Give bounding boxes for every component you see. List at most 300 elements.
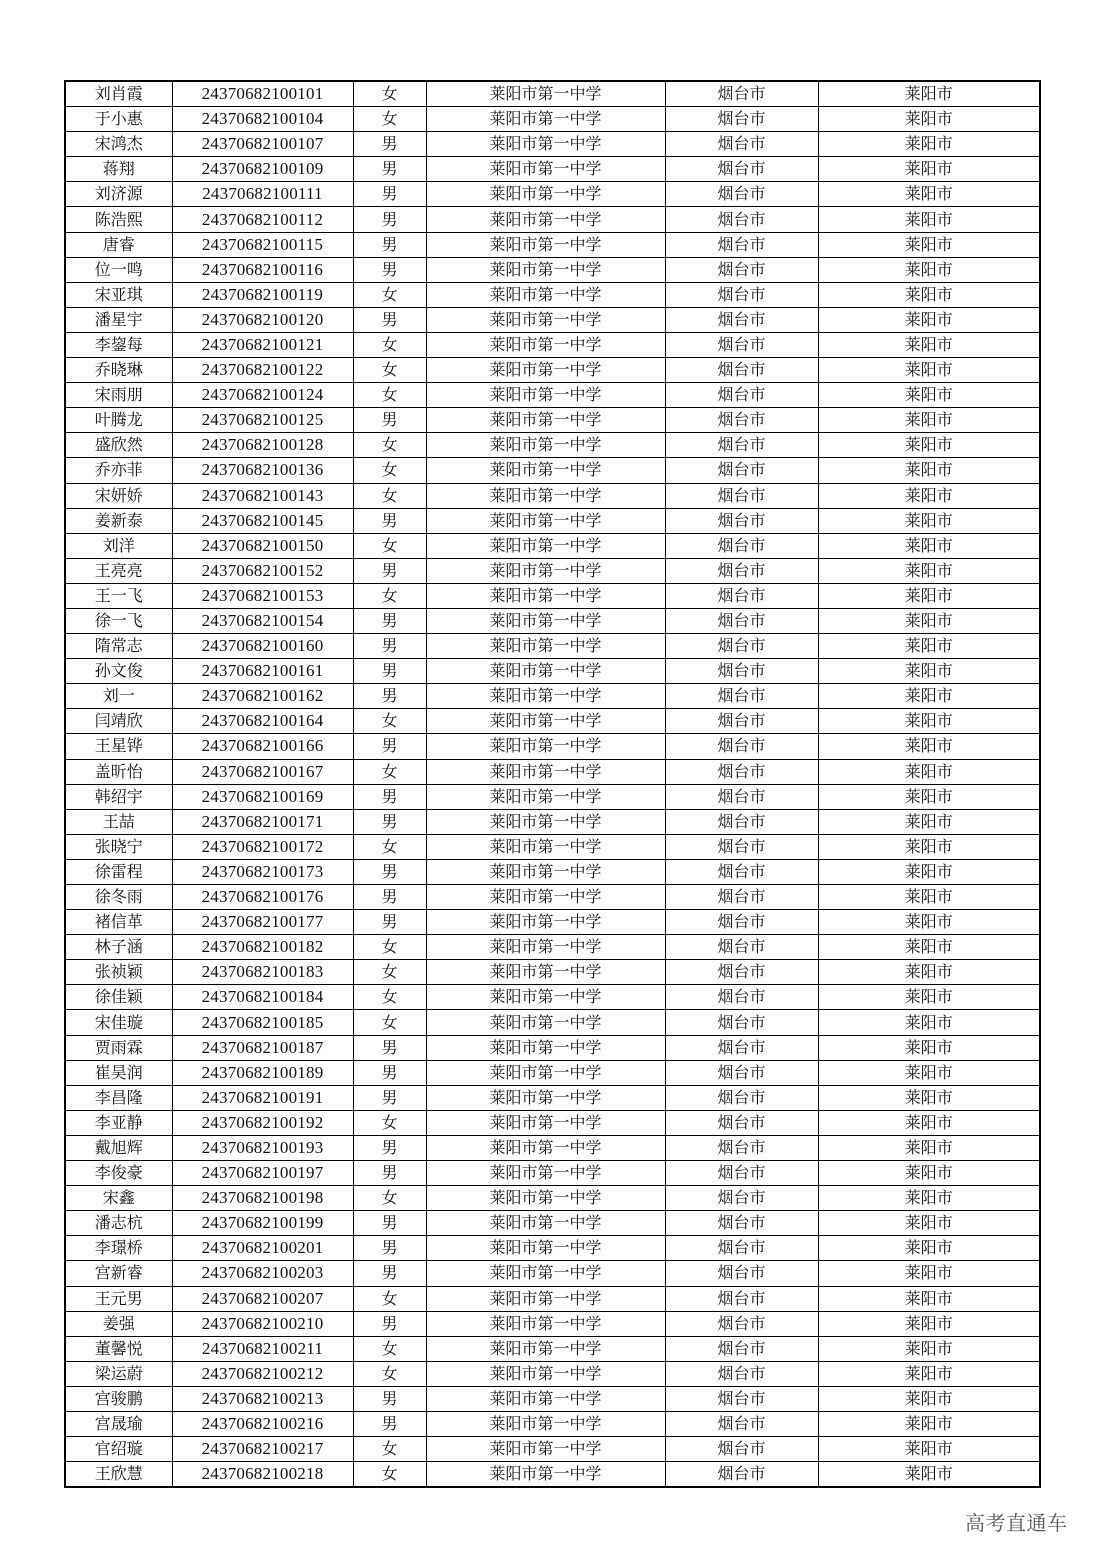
gender-cell: 男 bbox=[353, 1135, 426, 1160]
gender-cell: 女 bbox=[353, 759, 426, 784]
school-cell: 莱阳市第一中学 bbox=[426, 1286, 665, 1311]
exam-id-cell: 24370682100119 bbox=[172, 282, 353, 307]
county-cell: 莱阳市 bbox=[818, 709, 1040, 734]
county-cell: 莱阳市 bbox=[818, 483, 1040, 508]
gender-cell: 男 bbox=[353, 1085, 426, 1110]
exam-id-cell: 24370682100212 bbox=[172, 1361, 353, 1386]
exam-id-cell: 24370682100143 bbox=[172, 483, 353, 508]
county-cell: 莱阳市 bbox=[818, 1060, 1040, 1085]
table-row bbox=[65, 1462, 1040, 1488]
gender-cell: 女 bbox=[353, 483, 426, 508]
school-cell: 莱阳市第一中学 bbox=[426, 533, 665, 558]
name-cell: 刘肖霞 bbox=[65, 81, 172, 107]
county-cell: 莱阳市 bbox=[818, 1462, 1040, 1488]
city-cell: 烟台市 bbox=[665, 1161, 818, 1186]
table-row bbox=[65, 1085, 1040, 1110]
name-cell: 董馨悦 bbox=[65, 1336, 172, 1361]
table-row bbox=[65, 307, 1040, 332]
county-cell: 莱阳市 bbox=[818, 809, 1040, 834]
city-cell: 烟台市 bbox=[665, 960, 818, 985]
gender-cell: 女 bbox=[353, 1286, 426, 1311]
county-cell: 莱阳市 bbox=[818, 885, 1040, 910]
city-cell: 烟台市 bbox=[665, 282, 818, 307]
county-cell: 莱阳市 bbox=[818, 282, 1040, 307]
roster-table bbox=[64, 80, 1041, 1488]
table-row bbox=[65, 157, 1040, 182]
table-row bbox=[65, 458, 1040, 483]
county-cell: 莱阳市 bbox=[818, 659, 1040, 684]
table-row bbox=[65, 1411, 1040, 1436]
gender-cell: 男 bbox=[353, 132, 426, 157]
exam-id-cell: 24370682100153 bbox=[172, 583, 353, 608]
school-cell: 莱阳市第一中学 bbox=[426, 1311, 665, 1336]
gender-cell: 男 bbox=[353, 157, 426, 182]
name-cell: 王星铧 bbox=[65, 734, 172, 759]
school-cell: 莱阳市第一中学 bbox=[426, 282, 665, 307]
county-cell: 莱阳市 bbox=[818, 1085, 1040, 1110]
gender-cell: 男 bbox=[353, 659, 426, 684]
table-row bbox=[65, 1261, 1040, 1286]
gender-cell: 女 bbox=[353, 81, 426, 107]
exam-id-cell: 24370682100198 bbox=[172, 1186, 353, 1211]
name-cell: 韩绍宇 bbox=[65, 784, 172, 809]
gender-cell: 女 bbox=[353, 433, 426, 458]
table-row bbox=[65, 508, 1040, 533]
county-cell: 莱阳市 bbox=[818, 508, 1040, 533]
gender-cell: 男 bbox=[353, 182, 426, 207]
table-row bbox=[65, 784, 1040, 809]
gender-cell: 男 bbox=[353, 232, 426, 257]
exam-id-cell: 24370682100122 bbox=[172, 358, 353, 383]
name-cell: 王元男 bbox=[65, 1286, 172, 1311]
exam-id-cell: 24370682100169 bbox=[172, 784, 353, 809]
school-cell: 莱阳市第一中学 bbox=[426, 1236, 665, 1261]
table-row bbox=[65, 834, 1040, 859]
city-cell: 烟台市 bbox=[665, 383, 818, 408]
name-cell: 李俊豪 bbox=[65, 1161, 172, 1186]
name-cell: 王一飞 bbox=[65, 583, 172, 608]
city-cell: 烟台市 bbox=[665, 508, 818, 533]
table-row bbox=[65, 207, 1040, 232]
gender-cell: 女 bbox=[353, 383, 426, 408]
school-cell: 莱阳市第一中学 bbox=[426, 885, 665, 910]
table-row bbox=[65, 1286, 1040, 1311]
school-cell: 莱阳市第一中学 bbox=[426, 634, 665, 659]
gender-cell: 女 bbox=[353, 1361, 426, 1386]
gender-cell: 男 bbox=[353, 408, 426, 433]
name-cell: 盖昕怡 bbox=[65, 759, 172, 784]
gender-cell: 男 bbox=[353, 558, 426, 583]
school-cell: 莱阳市第一中学 bbox=[426, 583, 665, 608]
gender-cell: 男 bbox=[353, 608, 426, 633]
school-cell: 莱阳市第一中学 bbox=[426, 157, 665, 182]
exam-id-cell: 24370682100154 bbox=[172, 608, 353, 633]
city-cell: 烟台市 bbox=[665, 1110, 818, 1135]
school-cell: 莱阳市第一中学 bbox=[426, 1437, 665, 1462]
city-cell: 烟台市 bbox=[665, 759, 818, 784]
table-row bbox=[65, 759, 1040, 784]
county-cell: 莱阳市 bbox=[818, 1336, 1040, 1361]
school-cell: 莱阳市第一中学 bbox=[426, 1211, 665, 1236]
city-cell: 烟台市 bbox=[665, 608, 818, 633]
table-row bbox=[65, 132, 1040, 157]
school-cell: 莱阳市第一中学 bbox=[426, 809, 665, 834]
city-cell: 烟台市 bbox=[665, 985, 818, 1010]
exam-id-cell: 24370682100203 bbox=[172, 1261, 353, 1286]
school-cell: 莱阳市第一中学 bbox=[426, 1085, 665, 1110]
county-cell: 莱阳市 bbox=[818, 458, 1040, 483]
city-cell: 烟台市 bbox=[665, 1462, 818, 1488]
gender-cell: 女 bbox=[353, 1437, 426, 1462]
school-cell: 莱阳市第一中学 bbox=[426, 358, 665, 383]
gender-cell: 男 bbox=[353, 257, 426, 282]
table-row bbox=[65, 383, 1040, 408]
table-row bbox=[65, 257, 1040, 282]
city-cell: 烟台市 bbox=[665, 132, 818, 157]
gender-cell: 男 bbox=[353, 1035, 426, 1060]
table-row bbox=[65, 985, 1040, 1010]
county-cell: 莱阳市 bbox=[818, 734, 1040, 759]
name-cell: 崔昊润 bbox=[65, 1060, 172, 1085]
school-cell: 莱阳市第一中学 bbox=[426, 1361, 665, 1386]
table-row bbox=[65, 634, 1040, 659]
gender-cell: 男 bbox=[353, 784, 426, 809]
county-cell: 莱阳市 bbox=[818, 1161, 1040, 1186]
name-cell: 于小惠 bbox=[65, 107, 172, 132]
table-row bbox=[65, 533, 1040, 558]
gender-cell: 男 bbox=[353, 634, 426, 659]
name-cell: 陈浩熙 bbox=[65, 207, 172, 232]
gender-cell: 男 bbox=[353, 1311, 426, 1336]
table-row bbox=[65, 1211, 1040, 1236]
school-cell: 莱阳市第一中学 bbox=[426, 257, 665, 282]
exam-id-cell: 24370682100201 bbox=[172, 1236, 353, 1261]
city-cell: 烟台市 bbox=[665, 1286, 818, 1311]
exam-id-cell: 24370682100177 bbox=[172, 910, 353, 935]
table-row bbox=[65, 81, 1040, 107]
gender-cell: 男 bbox=[353, 307, 426, 332]
name-cell: 闫靖欣 bbox=[65, 709, 172, 734]
name-cell: 唐睿 bbox=[65, 232, 172, 257]
name-cell: 徐佳颖 bbox=[65, 985, 172, 1010]
county-cell: 莱阳市 bbox=[818, 684, 1040, 709]
gender-cell: 女 bbox=[353, 358, 426, 383]
school-cell: 莱阳市第一中学 bbox=[426, 408, 665, 433]
table-row bbox=[65, 684, 1040, 709]
exam-id-cell: 24370682100124 bbox=[172, 383, 353, 408]
city-cell: 烟台市 bbox=[665, 1085, 818, 1110]
county-cell: 莱阳市 bbox=[818, 608, 1040, 633]
name-cell: 张祯颖 bbox=[65, 960, 172, 985]
city-cell: 烟台市 bbox=[665, 332, 818, 357]
city-cell: 烟台市 bbox=[665, 558, 818, 583]
exam-id-cell: 24370682100210 bbox=[172, 1311, 353, 1336]
exam-id-cell: 24370682100216 bbox=[172, 1411, 353, 1436]
gender-cell: 男 bbox=[353, 885, 426, 910]
county-cell: 莱阳市 bbox=[818, 307, 1040, 332]
gender-cell: 女 bbox=[353, 1010, 426, 1035]
exam-id-cell: 24370682100109 bbox=[172, 157, 353, 182]
county-cell: 莱阳市 bbox=[818, 784, 1040, 809]
school-cell: 莱阳市第一中学 bbox=[426, 508, 665, 533]
school-cell: 莱阳市第一中学 bbox=[426, 734, 665, 759]
table-row bbox=[65, 1361, 1040, 1386]
name-cell: 刘济源 bbox=[65, 182, 172, 207]
gender-cell: 女 bbox=[353, 1110, 426, 1135]
city-cell: 烟台市 bbox=[665, 1261, 818, 1286]
city-cell: 烟台市 bbox=[665, 182, 818, 207]
gender-cell: 男 bbox=[353, 859, 426, 884]
county-cell: 莱阳市 bbox=[818, 985, 1040, 1010]
name-cell: 姜新泰 bbox=[65, 508, 172, 533]
name-cell: 王喆 bbox=[65, 809, 172, 834]
watermark-text: 高考直通车 bbox=[965, 1511, 1068, 1535]
county-cell: 莱阳市 bbox=[818, 107, 1040, 132]
school-cell: 莱阳市第一中学 bbox=[426, 1261, 665, 1286]
name-cell: 宋佳璇 bbox=[65, 1010, 172, 1035]
gender-cell: 男 bbox=[353, 734, 426, 759]
city-cell: 烟台市 bbox=[665, 659, 818, 684]
city-cell: 烟台市 bbox=[665, 709, 818, 734]
exam-id-cell: 24370682100213 bbox=[172, 1386, 353, 1411]
exam-id-cell: 24370682100116 bbox=[172, 257, 353, 282]
school-cell: 莱阳市第一中学 bbox=[426, 207, 665, 232]
exam-id-cell: 24370682100160 bbox=[172, 634, 353, 659]
name-cell: 位一鸣 bbox=[65, 257, 172, 282]
table-row bbox=[65, 332, 1040, 357]
gender-cell: 男 bbox=[353, 1161, 426, 1186]
county-cell: 莱阳市 bbox=[818, 182, 1040, 207]
county-cell: 莱阳市 bbox=[818, 634, 1040, 659]
school-cell: 莱阳市第一中学 bbox=[426, 483, 665, 508]
exam-id-cell: 24370682100125 bbox=[172, 408, 353, 433]
name-cell: 刘一 bbox=[65, 684, 172, 709]
city-cell: 烟台市 bbox=[665, 1010, 818, 1035]
table-row bbox=[65, 1437, 1040, 1462]
gender-cell: 男 bbox=[353, 684, 426, 709]
exam-id-cell: 24370682100187 bbox=[172, 1035, 353, 1060]
gender-cell: 男 bbox=[353, 1411, 426, 1436]
city-cell: 烟台市 bbox=[665, 81, 818, 107]
county-cell: 莱阳市 bbox=[818, 533, 1040, 558]
name-cell: 李昌隆 bbox=[65, 1085, 172, 1110]
gender-cell: 女 bbox=[353, 282, 426, 307]
name-cell: 姜强 bbox=[65, 1311, 172, 1336]
county-cell: 莱阳市 bbox=[818, 81, 1040, 107]
name-cell: 李鋆每 bbox=[65, 332, 172, 357]
exam-id-cell: 24370682100173 bbox=[172, 859, 353, 884]
table-row bbox=[65, 232, 1040, 257]
name-cell: 张晓宁 bbox=[65, 834, 172, 859]
school-cell: 莱阳市第一中学 bbox=[426, 935, 665, 960]
name-cell: 褚信革 bbox=[65, 910, 172, 935]
school-cell: 莱阳市第一中学 bbox=[426, 960, 665, 985]
exam-id-cell: 24370682100145 bbox=[172, 508, 353, 533]
gender-cell: 女 bbox=[353, 1336, 426, 1361]
city-cell: 烟台市 bbox=[665, 834, 818, 859]
table-row bbox=[65, 1186, 1040, 1211]
table-row bbox=[65, 282, 1040, 307]
school-cell: 莱阳市第一中学 bbox=[426, 759, 665, 784]
city-cell: 烟台市 bbox=[665, 885, 818, 910]
exam-id-cell: 24370682100104 bbox=[172, 107, 353, 132]
name-cell: 林子涵 bbox=[65, 935, 172, 960]
name-cell: 叶腾龙 bbox=[65, 408, 172, 433]
gender-cell: 男 bbox=[353, 1236, 426, 1261]
school-cell: 莱阳市第一中学 bbox=[426, 1161, 665, 1186]
name-cell: 宋妍娇 bbox=[65, 483, 172, 508]
school-cell: 莱阳市第一中学 bbox=[426, 1060, 665, 1085]
exam-id-cell: 24370682100193 bbox=[172, 1135, 353, 1160]
name-cell: 宋雨朋 bbox=[65, 383, 172, 408]
city-cell: 烟台市 bbox=[665, 583, 818, 608]
city-cell: 烟台市 bbox=[665, 684, 818, 709]
school-cell: 莱阳市第一中学 bbox=[426, 458, 665, 483]
city-cell: 烟台市 bbox=[665, 433, 818, 458]
table-row bbox=[65, 433, 1040, 458]
school-cell: 莱阳市第一中学 bbox=[426, 659, 665, 684]
exam-id-cell: 24370682100176 bbox=[172, 885, 353, 910]
gender-cell: 女 bbox=[353, 107, 426, 132]
city-cell: 烟台市 bbox=[665, 935, 818, 960]
school-cell: 莱阳市第一中学 bbox=[426, 232, 665, 257]
school-cell: 莱阳市第一中学 bbox=[426, 1411, 665, 1436]
exam-id-cell: 24370682100183 bbox=[172, 960, 353, 985]
name-cell: 官绍璇 bbox=[65, 1437, 172, 1462]
school-cell: 莱阳市第一中学 bbox=[426, 1336, 665, 1361]
city-cell: 烟台市 bbox=[665, 408, 818, 433]
city-cell: 烟台市 bbox=[665, 358, 818, 383]
name-cell: 贾雨霖 bbox=[65, 1035, 172, 1060]
county-cell: 莱阳市 bbox=[818, 433, 1040, 458]
name-cell: 徐冬雨 bbox=[65, 885, 172, 910]
school-cell: 莱阳市第一中学 bbox=[426, 1135, 665, 1160]
city-cell: 烟台市 bbox=[665, 634, 818, 659]
exam-id-cell: 24370682100164 bbox=[172, 709, 353, 734]
school-cell: 莱阳市第一中学 bbox=[426, 910, 665, 935]
table-row bbox=[65, 809, 1040, 834]
exam-id-cell: 24370682100171 bbox=[172, 809, 353, 834]
county-cell: 莱阳市 bbox=[818, 583, 1040, 608]
school-cell: 莱阳市第一中学 bbox=[426, 132, 665, 157]
gender-cell: 男 bbox=[353, 1386, 426, 1411]
city-cell: 烟台市 bbox=[665, 859, 818, 884]
city-cell: 烟台市 bbox=[665, 784, 818, 809]
exam-id-cell: 24370682100199 bbox=[172, 1211, 353, 1236]
roster-body bbox=[65, 81, 1040, 1487]
county-cell: 莱阳市 bbox=[818, 332, 1040, 357]
gender-cell: 女 bbox=[353, 960, 426, 985]
name-cell: 潘志杭 bbox=[65, 1211, 172, 1236]
city-cell: 烟台市 bbox=[665, 1060, 818, 1085]
exam-id-cell: 24370682100185 bbox=[172, 1010, 353, 1035]
exam-id-cell: 24370682100191 bbox=[172, 1085, 353, 1110]
county-cell: 莱阳市 bbox=[818, 1286, 1040, 1311]
gender-cell: 女 bbox=[353, 709, 426, 734]
county-cell: 莱阳市 bbox=[818, 1010, 1040, 1035]
school-cell: 莱阳市第一中学 bbox=[426, 383, 665, 408]
name-cell: 梁运蔚 bbox=[65, 1361, 172, 1386]
table-row bbox=[65, 1336, 1040, 1361]
table-row bbox=[65, 960, 1040, 985]
table-row bbox=[65, 608, 1040, 633]
exam-id-cell: 24370682100121 bbox=[172, 332, 353, 357]
city-cell: 烟台市 bbox=[665, 257, 818, 282]
city-cell: 烟台市 bbox=[665, 1311, 818, 1336]
county-cell: 莱阳市 bbox=[818, 834, 1040, 859]
exam-id-cell: 24370682100150 bbox=[172, 533, 353, 558]
name-cell: 徐雷程 bbox=[65, 859, 172, 884]
county-cell: 莱阳市 bbox=[818, 1386, 1040, 1411]
school-cell: 莱阳市第一中学 bbox=[426, 1035, 665, 1060]
county-cell: 莱阳市 bbox=[818, 257, 1040, 282]
table-row bbox=[65, 107, 1040, 132]
gender-cell: 男 bbox=[353, 809, 426, 834]
county-cell: 莱阳市 bbox=[818, 558, 1040, 583]
school-cell: 莱阳市第一中学 bbox=[426, 985, 665, 1010]
exam-id-cell: 24370682100184 bbox=[172, 985, 353, 1010]
city-cell: 烟台市 bbox=[665, 107, 818, 132]
name-cell: 蒋翔 bbox=[65, 157, 172, 182]
city-cell: 烟台市 bbox=[665, 458, 818, 483]
table-row bbox=[65, 1110, 1040, 1135]
city-cell: 烟台市 bbox=[665, 1386, 818, 1411]
county-cell: 莱阳市 bbox=[818, 1261, 1040, 1286]
gender-cell: 女 bbox=[353, 583, 426, 608]
school-cell: 莱阳市第一中学 bbox=[426, 1186, 665, 1211]
exam-id-cell: 24370682100172 bbox=[172, 834, 353, 859]
name-cell: 隋常志 bbox=[65, 634, 172, 659]
school-cell: 莱阳市第一中学 bbox=[426, 81, 665, 107]
gender-cell: 女 bbox=[353, 1186, 426, 1211]
name-cell: 盛欣然 bbox=[65, 433, 172, 458]
exam-id-cell: 24370682100136 bbox=[172, 458, 353, 483]
city-cell: 烟台市 bbox=[665, 1035, 818, 1060]
school-cell: 莱阳市第一中学 bbox=[426, 684, 665, 709]
table-row bbox=[65, 1161, 1040, 1186]
table-row bbox=[65, 734, 1040, 759]
gender-cell: 女 bbox=[353, 533, 426, 558]
county-cell: 莱阳市 bbox=[818, 1211, 1040, 1236]
exam-id-cell: 24370682100167 bbox=[172, 759, 353, 784]
school-cell: 莱阳市第一中学 bbox=[426, 1386, 665, 1411]
exam-id-cell: 24370682100182 bbox=[172, 935, 353, 960]
county-cell: 莱阳市 bbox=[818, 408, 1040, 433]
table-row bbox=[65, 1035, 1040, 1060]
name-cell: 徐一飞 bbox=[65, 608, 172, 633]
city-cell: 烟台市 bbox=[665, 232, 818, 257]
gender-cell: 女 bbox=[353, 1462, 426, 1488]
county-cell: 莱阳市 bbox=[818, 910, 1040, 935]
city-cell: 烟台市 bbox=[665, 1211, 818, 1236]
city-cell: 烟台市 bbox=[665, 1437, 818, 1462]
city-cell: 烟台市 bbox=[665, 734, 818, 759]
name-cell: 孙文俊 bbox=[65, 659, 172, 684]
county-cell: 莱阳市 bbox=[818, 232, 1040, 257]
gender-cell: 男 bbox=[353, 1261, 426, 1286]
school-cell: 莱阳市第一中学 bbox=[426, 107, 665, 132]
school-cell: 莱阳市第一中学 bbox=[426, 608, 665, 633]
table-row bbox=[65, 558, 1040, 583]
city-cell: 烟台市 bbox=[665, 809, 818, 834]
school-cell: 莱阳市第一中学 bbox=[426, 307, 665, 332]
exam-id-cell: 24370682100211 bbox=[172, 1336, 353, 1361]
city-cell: 烟台市 bbox=[665, 207, 818, 232]
county-cell: 莱阳市 bbox=[818, 1135, 1040, 1160]
county-cell: 莱阳市 bbox=[818, 859, 1040, 884]
name-cell: 乔晓琳 bbox=[65, 358, 172, 383]
exam-id-cell: 24370682100128 bbox=[172, 433, 353, 458]
